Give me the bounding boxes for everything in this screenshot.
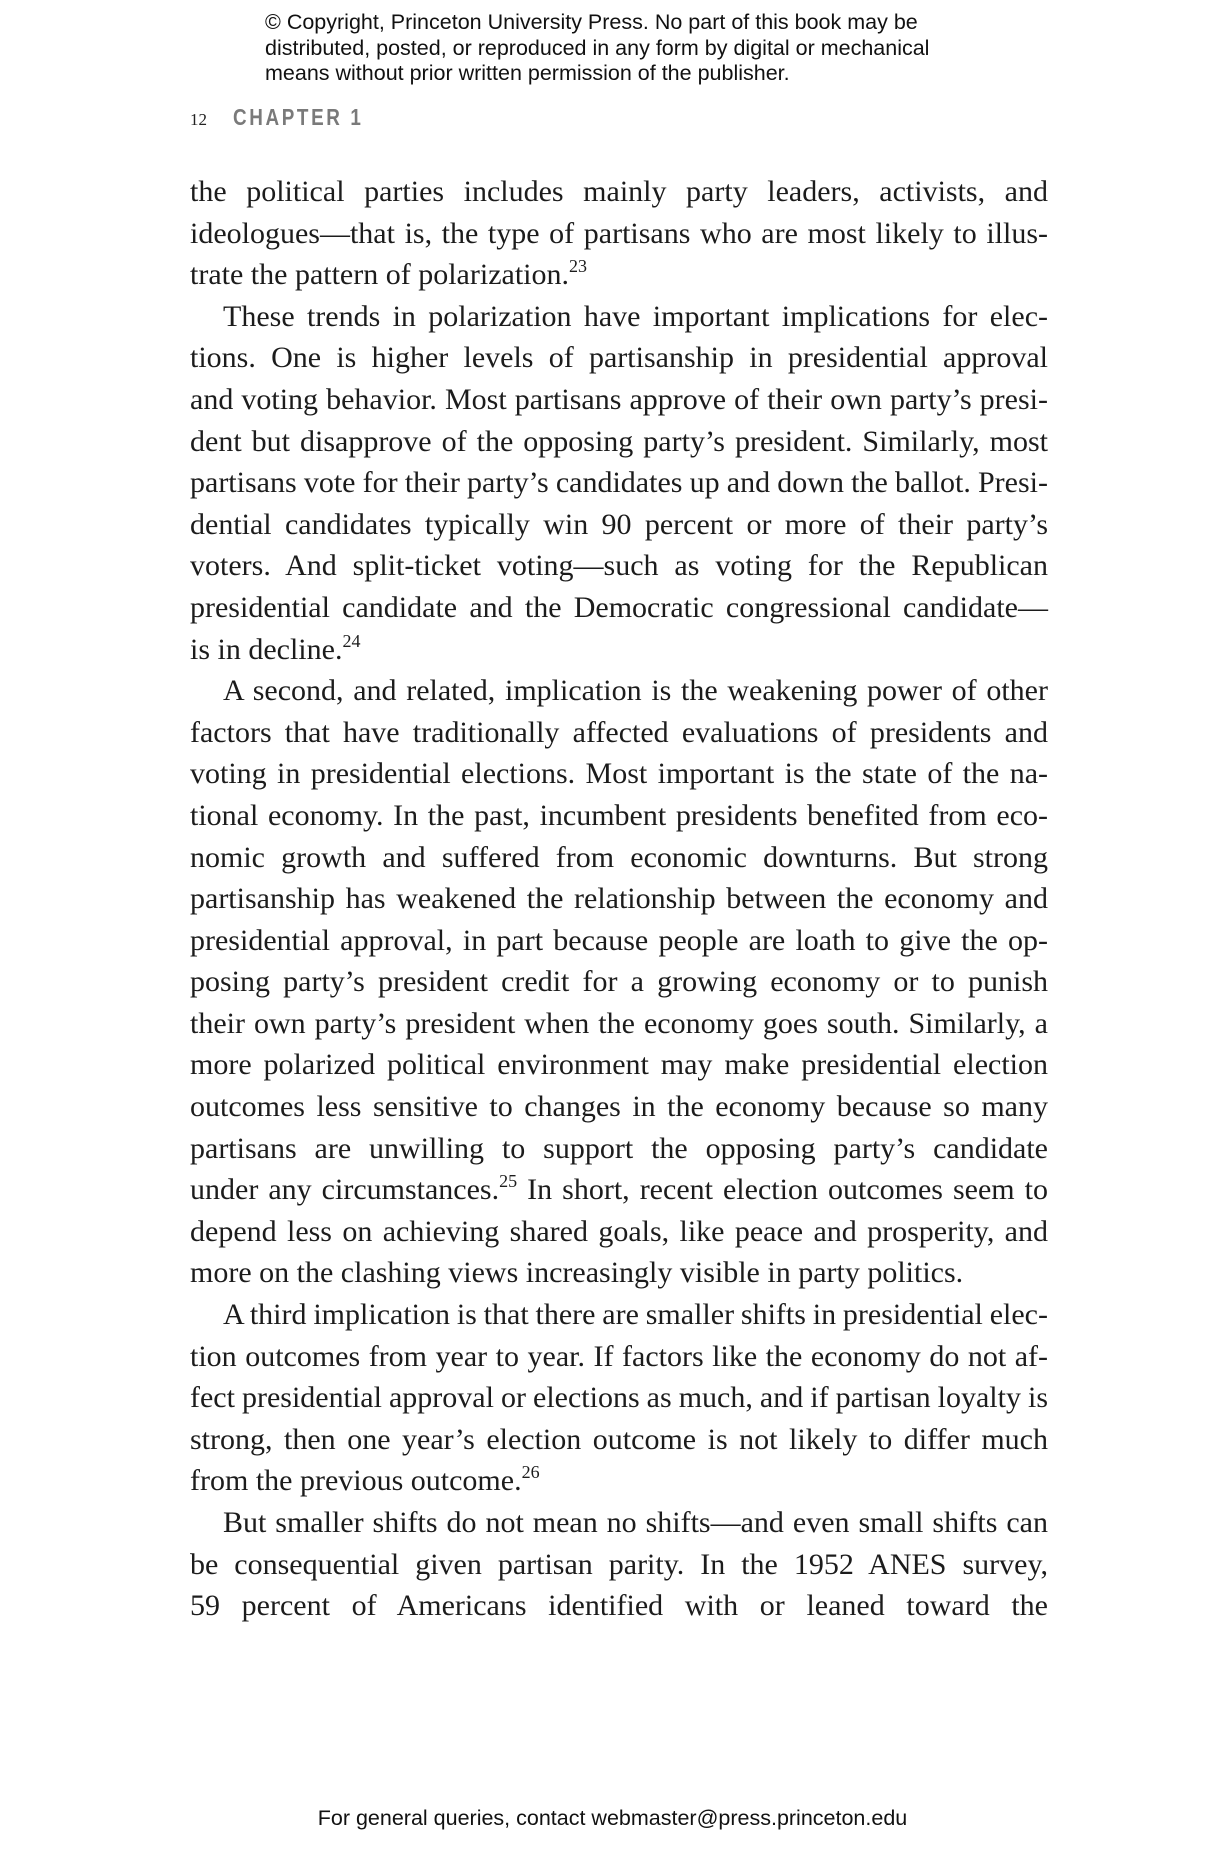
line-text: trate the pattern of polarization. <box>190 258 569 292</box>
text-line <box>190 1211 1048 1253</box>
line-text: presidential approval, in part because people are loath to give the op- <box>190 923 1048 957</box>
footnote-marker[interactable]: 25 <box>499 1171 518 1192</box>
text-line <box>190 1544 1048 1586</box>
line-text: and voting behavior. Most partisans approve of their own party’s presi- <box>190 382 1048 416</box>
line-text: posing party’s president credit for a growing economy or to punish <box>190 965 1048 999</box>
line-text: outcomes less sensitive to changes in the economy because so many <box>190 1090 1048 1124</box>
line-text: partisans vote for their party’s candidates up and down the ballot. Presi- <box>190 466 1048 500</box>
footer-contact-text: For general queries, contact webmaster@press.princeton.edu <box>317 1806 908 1830</box>
line-text: ideologues—that is, the type of partisans who are most likely to illus- <box>190 216 1048 250</box>
line-text: presidential candidate and the Democratic congressional candidate— <box>190 590 1048 624</box>
line-text: voters. And split-ticket voting—such as voting for the Republican <box>190 549 1048 583</box>
text-line <box>190 712 1048 754</box>
text-line <box>190 462 1048 504</box>
line-text: dential candidates typically win 90 percent or more of their party’s <box>190 507 1048 541</box>
text-line <box>190 629 1048 671</box>
line-text: more on the clashing views increasingly visible in party politics. <box>190 1256 964 1290</box>
text-line <box>190 1044 1048 1086</box>
footer <box>0 1806 1225 1831</box>
text-line <box>190 1003 1048 1045</box>
line-text: But smaller shifts do not mean no shifts—and even small shifts can <box>223 1506 1048 1539</box>
text-line <box>190 878 1048 920</box>
text-line <box>190 1377 1048 1419</box>
text-line <box>190 337 1048 379</box>
line-text: factors that have traditionally affected evaluations of presidents and <box>190 715 1048 749</box>
line-text: tional economy. In the past, incumbent presidents benefited from eco- <box>190 798 1048 832</box>
footnote-marker[interactable]: 23 <box>569 256 587 277</box>
text-line <box>190 421 1048 463</box>
line-text: tions. One is higher levels of partisanship in presidential approval <box>190 341 1048 375</box>
line-text: under any circumstances. <box>190 1173 500 1207</box>
line-text: be consequential given partisan parity. In the 1952 ANES survey, <box>190 1547 1048 1581</box>
line-text: nomic growth and suffered from economic downturns. But strong <box>190 840 1048 874</box>
text-line <box>190 1169 1048 1211</box>
text-line <box>190 545 1048 587</box>
line-text-continued: In short, recent election outcomes seem to <box>517 1173 1048 1207</box>
text-line <box>190 171 1048 213</box>
text-line <box>190 213 1048 255</box>
text-line <box>190 1585 1048 1627</box>
line-text: from the previous outcome. <box>190 1464 522 1498</box>
text-line <box>190 961 1048 1003</box>
text-line <box>190 1294 1048 1336</box>
text-line <box>190 379 1048 421</box>
text-line <box>190 296 1048 338</box>
copyright-notice <box>265 10 929 87</box>
body-text <box>190 171 1048 1627</box>
page-number: 12 <box>190 110 207 129</box>
line-text: A third implication is that there are smaller shifts in presidential elec- <box>223 1298 1048 1332</box>
line-text: A second, and related, implication is the weakening power of other <box>223 674 1048 708</box>
text-line <box>190 670 1048 712</box>
text-line <box>190 1419 1048 1461</box>
text-line <box>190 1086 1048 1128</box>
text-line <box>190 1460 1048 1502</box>
chapter-label: CHAPTER 1 <box>233 104 364 130</box>
line-text: is in decline. <box>190 632 343 666</box>
line-text: depend less on achieving shared goals, like peace and prosperity, and <box>190 1214 1048 1248</box>
text-line <box>190 1502 1048 1544</box>
line-text: strong, then one year’s election outcome is not likely to differ much <box>190 1422 1048 1456</box>
copyright-line: © Copyright, Princeton University Press. No part of this book may be <box>265 10 918 34</box>
text-line <box>190 1252 1048 1294</box>
line-text: voting in presidential elections. Most important is the state of the na- <box>190 757 1048 791</box>
text-line <box>190 254 1048 296</box>
text-line <box>190 1128 1048 1170</box>
text-line <box>190 1336 1048 1378</box>
line-text: partisanship has weakened the relationship between the economy and <box>190 882 1048 916</box>
line-text: 59 percent of Americans identified with or leaned toward the <box>190 1589 1048 1623</box>
text-line <box>190 587 1048 629</box>
line-text: tion outcomes from year to year. If factors like the economy do not af- <box>190 1339 1048 1373</box>
footnote-marker[interactable]: 26 <box>521 1462 540 1483</box>
footnote-marker[interactable]: 24 <box>342 630 361 651</box>
text-line <box>190 753 1048 795</box>
line-text: the political parties includes mainly party leaders, activists, and <box>190 175 1048 208</box>
line-text: These trends in polarization have important implications for elec- <box>223 299 1048 333</box>
text-line <box>190 837 1048 879</box>
line-text: more polarized political environment may make presidential election <box>190 1048 1048 1082</box>
copyright-line: distributed, posted, or reproduced in any form by digital or mechanical <box>265 35 930 60</box>
line-text: dent but disapprove of the opposing party’s president. Similarly, most <box>190 424 1048 458</box>
line-text: their own party’s president when the economy goes south. Similarly, a <box>190 1006 1048 1040</box>
line-text: fect presidential approval or elections as much, and if partisan loyalty is <box>190 1381 1048 1415</box>
text-line <box>190 504 1048 546</box>
text-line <box>190 795 1048 837</box>
line-text: partisans are unwilling to support the opposing party’s candidate <box>190 1131 1048 1165</box>
copyright-line: means without prior written permission of the publisher. <box>265 61 790 85</box>
text-line <box>190 920 1048 962</box>
